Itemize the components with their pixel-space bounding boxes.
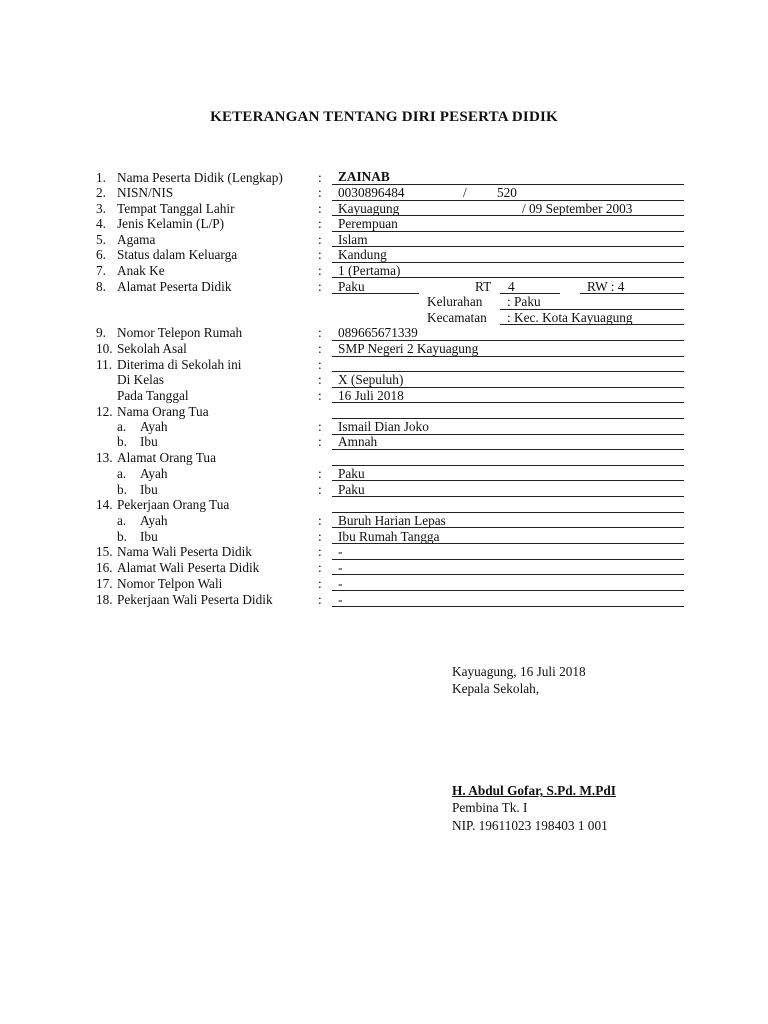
row-colon: :	[318, 388, 322, 403]
row-value-di-kelas: X (Sepuluh)	[338, 372, 404, 387]
rt-value: 4	[508, 279, 515, 294]
row-colon: :	[318, 247, 322, 262]
signatory-rank: Pembina Tk. I	[452, 800, 528, 815]
row-label-ibu: Ibu	[140, 482, 158, 497]
fill-line	[332, 449, 684, 450]
row-label-status: Status dalam Keluarga	[117, 247, 238, 262]
nisn-separator: /	[463, 185, 467, 200]
row-label-ayah: Ayah	[140, 513, 168, 528]
fill-line	[332, 402, 684, 403]
row-label-di-kelas: Di Kelas	[117, 372, 164, 387]
row-number: 7.	[96, 263, 106, 278]
sub-letter: a.	[117, 419, 127, 434]
kecamatan-value: : Kec. Kota Kayuagung	[507, 310, 633, 325]
row-colon: :	[318, 419, 322, 434]
row-colon: :	[318, 357, 322, 372]
row-label-nama-orang-tua: Nama Orang Tua	[117, 404, 209, 419]
fill-line	[332, 293, 419, 294]
row-number: 9.	[96, 325, 106, 340]
row-value-nama-ayah: Ismail Dian Joko	[338, 419, 429, 434]
row-label-ttl: Tempat Tanggal Lahir	[117, 201, 235, 216]
row-number: 13.	[96, 450, 113, 465]
row-value-nama-wali: -	[338, 544, 343, 559]
row-label-jenis-kelamin: Jenis Kelamin (L/P)	[117, 216, 225, 231]
row-number: 4.	[96, 216, 106, 231]
fill-line	[332, 277, 684, 278]
row-number: 18.	[96, 592, 113, 607]
row-label-nama-wali: Nama Wali Peserta Didik	[117, 544, 252, 559]
row-colon: :	[318, 325, 322, 340]
row-colon: :	[318, 529, 322, 544]
rt-label: RT	[475, 279, 492, 294]
row-value-alamat: Paku	[338, 279, 365, 294]
row-number: 14.	[96, 497, 113, 512]
row-value-nis: 520	[497, 185, 517, 200]
document-title: KETERANGAN TENTANG DIRI PESERTA DIDIK	[210, 109, 558, 125]
row-number: 1.	[96, 170, 106, 185]
row-colon: :	[318, 170, 322, 185]
fill-line	[332, 606, 684, 607]
row-value-agama: Islam	[338, 232, 368, 247]
row-value-alamat-ayah: Paku	[338, 466, 365, 481]
row-colon: :	[318, 279, 322, 294]
row-label-ayah: Ayah	[140, 419, 168, 434]
row-number: 12.	[96, 404, 113, 419]
row-label-ibu: Ibu	[140, 434, 158, 449]
row-label-nama: Nama Peserta Didik (Lengkap)	[117, 170, 283, 185]
row-value-sekolah-asal: SMP Negeri 2 Kayuagung	[338, 341, 479, 356]
row-value-tanggal-lahir: / 09 September 2003	[522, 201, 633, 216]
row-value-alamat-ibu: Paku	[338, 482, 365, 497]
kelurahan-label: Kelurahan	[427, 294, 483, 309]
row-colon: :	[318, 216, 322, 231]
fill-line	[332, 496, 684, 497]
row-value-pekerjaan-ibu: Ibu Rumah Tangga	[338, 529, 440, 544]
row-number: 10.	[96, 341, 113, 356]
row-value-alamat-wali: -	[338, 560, 343, 575]
row-number: 3.	[96, 201, 106, 216]
fill-line	[332, 574, 684, 575]
row-label-nisn: NISN/NIS	[117, 185, 174, 200]
fill-line	[332, 231, 684, 232]
row-value-telepon: 089665671339	[338, 325, 418, 340]
row-label-agama: Agama	[117, 232, 156, 247]
row-label-diterima: Diterima di Sekolah ini	[117, 357, 242, 372]
row-number: 6.	[96, 247, 106, 262]
row-value-pada-tanggal: 16 Juli 2018	[338, 388, 404, 403]
fill-line	[332, 480, 684, 481]
sub-letter: b.	[117, 482, 127, 497]
fill-line	[332, 543, 684, 544]
row-number: 2.	[96, 185, 106, 200]
row-colon: :	[318, 466, 322, 481]
fill-line	[332, 559, 684, 560]
sub-letter: b.	[117, 434, 127, 449]
row-colon: :	[318, 592, 322, 607]
row-number: 16.	[96, 560, 113, 575]
signatory-nip: NIP. 19611023 198403 1 001	[452, 818, 608, 833]
row-label-telpon-wali: Nomor Telpon Wali	[117, 576, 223, 591]
signature-position: Kepala Sekolah,	[452, 681, 540, 696]
fill-line	[332, 527, 684, 528]
signatory-name: H. Abdul Gofar, S.Pd. M.PdI	[452, 783, 616, 798]
row-colon: :	[318, 201, 322, 216]
signature-place-date: Kayuagung, 16 Juli 2018	[452, 664, 586, 679]
row-value-pekerjaan-wali: -	[338, 592, 343, 607]
row-colon: :	[318, 434, 322, 449]
row-value-anak-ke: 1 (Pertama)	[338, 263, 401, 278]
row-label-alamat-wali: Alamat Wali Peserta Didik	[117, 560, 260, 575]
row-number: 8.	[96, 279, 106, 294]
row-value-pekerjaan-ayah: Buruh Harian Lepas	[338, 513, 446, 528]
fill-line	[332, 465, 684, 466]
row-label-pekerjaan-wali: Pekerjaan Wali Peserta Didik	[117, 592, 273, 607]
row-number: 11.	[96, 357, 113, 372]
sub-letter: a.	[117, 466, 127, 481]
row-label-pekerjaan-orang-tua: Pekerjaan Orang Tua	[117, 497, 230, 512]
row-number: 17.	[96, 576, 113, 591]
row-label-alamat-orang-tua: Alamat Orang Tua	[117, 450, 216, 465]
kelurahan-value: : Paku	[507, 294, 541, 309]
row-label-ibu: Ibu	[140, 529, 158, 544]
row-colon: :	[318, 544, 322, 559]
row-value-telpon-wali: -	[338, 576, 343, 591]
fill-line	[332, 590, 684, 591]
row-value-tempat-lahir: Kayuagung	[338, 201, 400, 216]
row-value-nisn: 0030896484	[338, 185, 405, 200]
row-colon: :	[318, 185, 322, 200]
fill-line	[332, 356, 684, 357]
fill-line	[332, 434, 684, 435]
fill-line	[580, 293, 684, 294]
row-label-anak-ke: Anak Ke	[117, 263, 165, 278]
row-label-ayah: Ayah	[140, 466, 168, 481]
row-label-telepon: Nomor Telepon Rumah	[117, 325, 243, 340]
row-colon: :	[318, 560, 322, 575]
rw-value: RW : 4	[587, 279, 625, 294]
row-value-nama: ZAINAB	[338, 169, 390, 184]
sub-letter: b.	[117, 529, 127, 544]
fill-line	[500, 324, 684, 325]
row-label-sekolah-asal: Sekolah Asal	[117, 341, 187, 356]
row-number: 15.	[96, 544, 113, 559]
row-colon: :	[318, 482, 322, 497]
row-label-alamat: Alamat Peserta Didik	[117, 279, 232, 294]
row-colon: :	[318, 513, 322, 528]
kecamatan-label: Kecamatan	[427, 310, 487, 325]
row-colon: :	[318, 372, 322, 387]
row-label-pada-tanggal: Pada Tanggal	[117, 388, 189, 403]
sub-letter: a.	[117, 513, 127, 528]
row-number: 5.	[96, 232, 106, 247]
row-colon: :	[318, 576, 322, 591]
row-value-nama-ibu: Amnah	[338, 434, 378, 449]
row-colon: :	[318, 341, 322, 356]
row-colon: :	[318, 232, 322, 247]
row-value-status: Kandung	[338, 247, 387, 262]
row-colon: :	[318, 263, 322, 278]
row-value-jenis-kelamin: Perempuan	[338, 216, 398, 231]
